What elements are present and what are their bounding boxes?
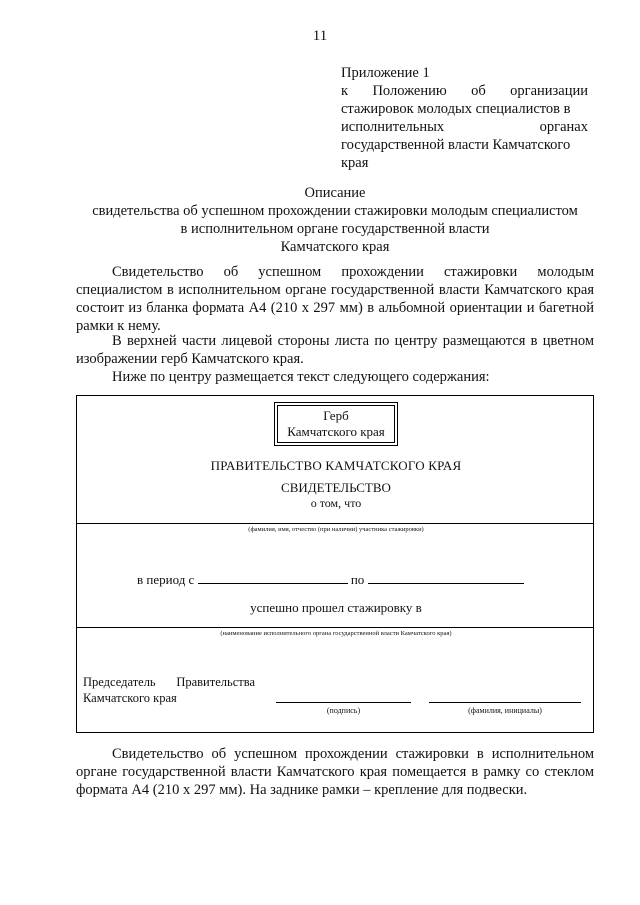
appendix-line-5: государственной власти Камчатского — [341, 137, 571, 153]
passed-text: успешно прошел стажировку в — [250, 600, 422, 615]
chairman-line-2: Камчатского края — [83, 691, 177, 705]
paragraph-2: В верхней части лицевой стороны листа по центру размещаются в цветном изображении герб Камчатского края. — [76, 333, 594, 367]
appendix-line-2 — [341, 82, 588, 100]
period-from-blank — [198, 572, 348, 584]
chairman-word: Правительства — [176, 675, 255, 689]
paragraph-3: Ниже по центру размещается текст следующего содержания: — [112, 369, 490, 385]
title-line-1: Описание — [304, 185, 366, 201]
certificate-template — [76, 395, 594, 733]
title-line-4: Камчатского края — [280, 239, 390, 255]
caption-organization: (наименование исполнительного органа государственной власти Камчатского края) — [220, 630, 452, 637]
paragraph-1: Свидетельство об успешном прохождении стажировки молодым специалистом в исполнительном органе государственной власти Камчатского края состоит из бланка формата А4 (210 х 297 мм) в альбомной ориентации и багетной рамки к нему. — [76, 264, 594, 334]
appendix-word: исполнительных — [341, 119, 445, 135]
appendix-word: Положению — [372, 83, 447, 99]
signature-line — [276, 702, 411, 703]
appendix-word: к — [341, 83, 349, 99]
government-name: ПРАВИТЕЛЬСТВО КАМЧАТСКОГО КРАЯ — [210, 458, 462, 473]
title-line-2: свидетельства об успешном прохождении стажировки молодым специалистом — [92, 203, 578, 219]
page-number: 11 — [312, 28, 328, 44]
appendix-word: об — [471, 83, 486, 99]
appendix-line-3: стажировок молодых специалистов в — [341, 101, 571, 117]
initials-line — [429, 702, 581, 703]
appendix-word: органах — [539, 119, 588, 135]
period-to-label: по — [350, 572, 365, 587]
chairman-word: Председатель — [83, 675, 156, 689]
chairman-label — [83, 674, 255, 706]
appendix-line-4 — [341, 118, 588, 136]
period-from-label: в период с — [137, 572, 195, 587]
divider-line — [77, 627, 593, 628]
crest-label-1: Герб — [323, 408, 349, 423]
paragraph-4: Свидетельство об успешном прохождении стажировки в исполнительном органе государственной власти Камчатского края помещается в рамку со стеклом формата А4 (210 х 297 мм). На заднике рамки – крепление для подвески. — [76, 746, 594, 798]
appendix-line-6: края — [341, 155, 369, 171]
crest-placeholder — [277, 405, 395, 443]
crest-label-2: Камчатского края — [287, 424, 385, 439]
caption-signature: (подпись) — [326, 706, 361, 715]
title-line-3: в исполнительном органе государственной власти — [180, 221, 490, 237]
certificate-subheading: о том, что — [310, 496, 362, 510]
certificate-heading: СВИДЕТЕЛЬСТВО — [281, 480, 391, 495]
appendix-header — [341, 64, 588, 172]
caption-name: (фамилия, имя, отчество (при наличии) участника стажировки) — [248, 526, 424, 533]
appendix-line-1: Приложение 1 — [341, 65, 430, 81]
period-to-blank — [368, 572, 524, 584]
divider-line — [77, 523, 593, 524]
period-row — [137, 572, 524, 588]
caption-initials: (фамилия, инициалы) — [468, 706, 542, 715]
appendix-word: организации — [510, 83, 588, 99]
document-title — [60, 184, 610, 256]
